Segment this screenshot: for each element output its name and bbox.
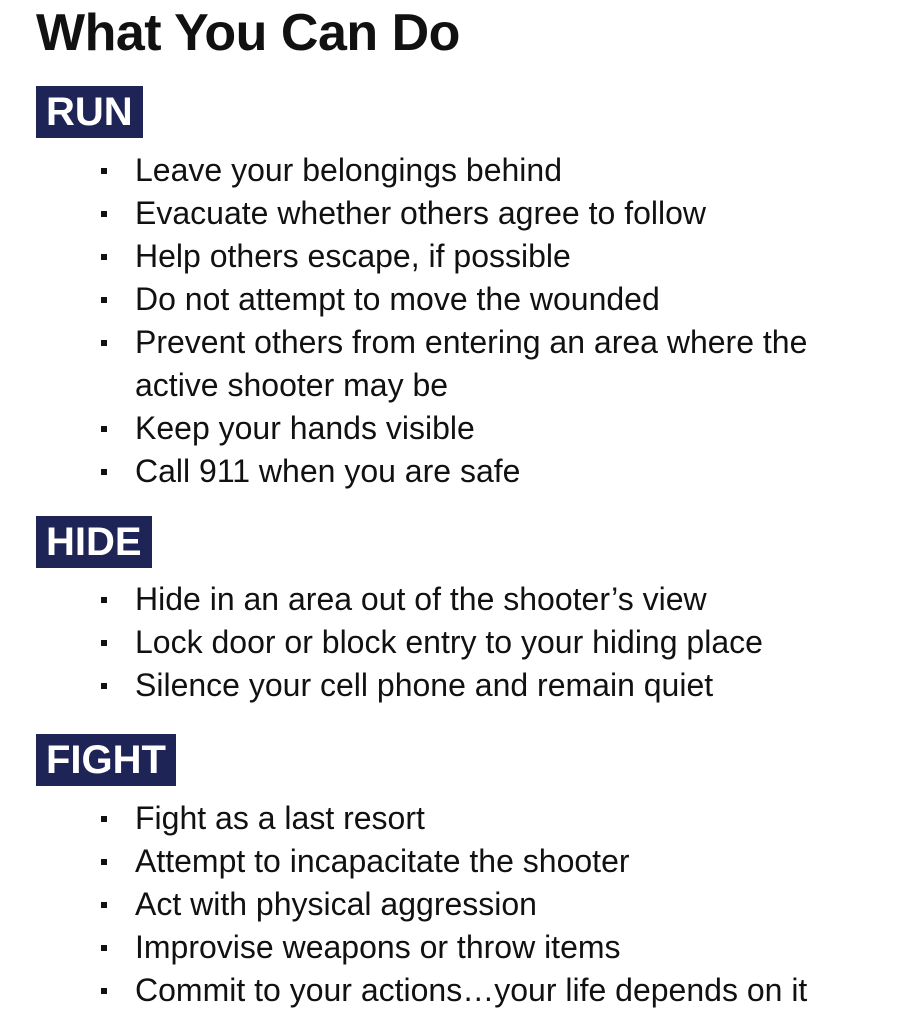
list-item-text: Improvise weapons or throw items <box>135 929 621 965</box>
square-bullet-icon <box>101 902 107 908</box>
list-item <box>98 192 898 235</box>
list-item <box>98 883 898 926</box>
section-label-hide: HIDE <box>36 516 152 568</box>
list-item <box>98 926 898 969</box>
list-item <box>98 278 898 321</box>
list-item <box>98 407 898 450</box>
square-bullet-icon <box>101 340 107 346</box>
list-item-text: Act with physical aggression <box>135 886 537 922</box>
list-item-text: Evacuate whether others agree to follow <box>135 195 706 231</box>
list-item <box>98 578 898 621</box>
square-bullet-icon <box>101 816 107 822</box>
list-item <box>98 969 898 1012</box>
list-item-text: Fight as a last resort <box>135 800 425 836</box>
fight-list <box>98 797 898 1012</box>
square-bullet-icon <box>101 254 107 260</box>
list-item-text: Prevent others from entering an area where the active shooter may be <box>135 324 808 403</box>
list-item-text: Leave your belongings behind <box>135 152 562 188</box>
list-item-text: Lock door or block entry to your hiding place <box>135 624 763 660</box>
square-bullet-icon <box>101 683 107 689</box>
list-item-text: Keep your hands visible <box>135 410 475 446</box>
square-bullet-icon <box>101 211 107 217</box>
square-bullet-icon <box>101 426 107 432</box>
page-title: What You Can Do <box>36 4 460 62</box>
square-bullet-icon <box>101 945 107 951</box>
list-item <box>98 621 898 664</box>
section-label-run: RUN <box>36 86 143 138</box>
square-bullet-icon <box>101 168 107 174</box>
run-list <box>98 149 898 493</box>
list-item-text: Silence your cell phone and remain quiet <box>135 667 714 703</box>
list-item <box>98 840 898 883</box>
hide-list <box>98 578 898 707</box>
list-item <box>98 235 898 278</box>
list-item-text: Commit to your actions…your life depends on it <box>135 972 808 1008</box>
list-item-text: Attempt to incapacitate the shooter <box>135 843 630 879</box>
list-item <box>98 321 898 407</box>
list-item-text: Do not attempt to move the wounded <box>135 281 660 317</box>
list-item-text: Hide in an area out of the shooter’s view <box>135 581 707 617</box>
square-bullet-icon <box>101 297 107 303</box>
section-label-fight: FIGHT <box>36 734 176 786</box>
square-bullet-icon <box>101 640 107 646</box>
list-item <box>98 149 898 192</box>
square-bullet-icon <box>101 597 107 603</box>
square-bullet-icon <box>101 859 107 865</box>
list-item <box>98 797 898 840</box>
list-item <box>98 664 898 707</box>
list-item <box>98 450 898 493</box>
list-item-text: Call 911 when you are safe <box>135 453 521 489</box>
square-bullet-icon <box>101 988 107 994</box>
square-bullet-icon <box>101 469 107 475</box>
list-item-text: Help others escape, if possible <box>135 238 571 274</box>
